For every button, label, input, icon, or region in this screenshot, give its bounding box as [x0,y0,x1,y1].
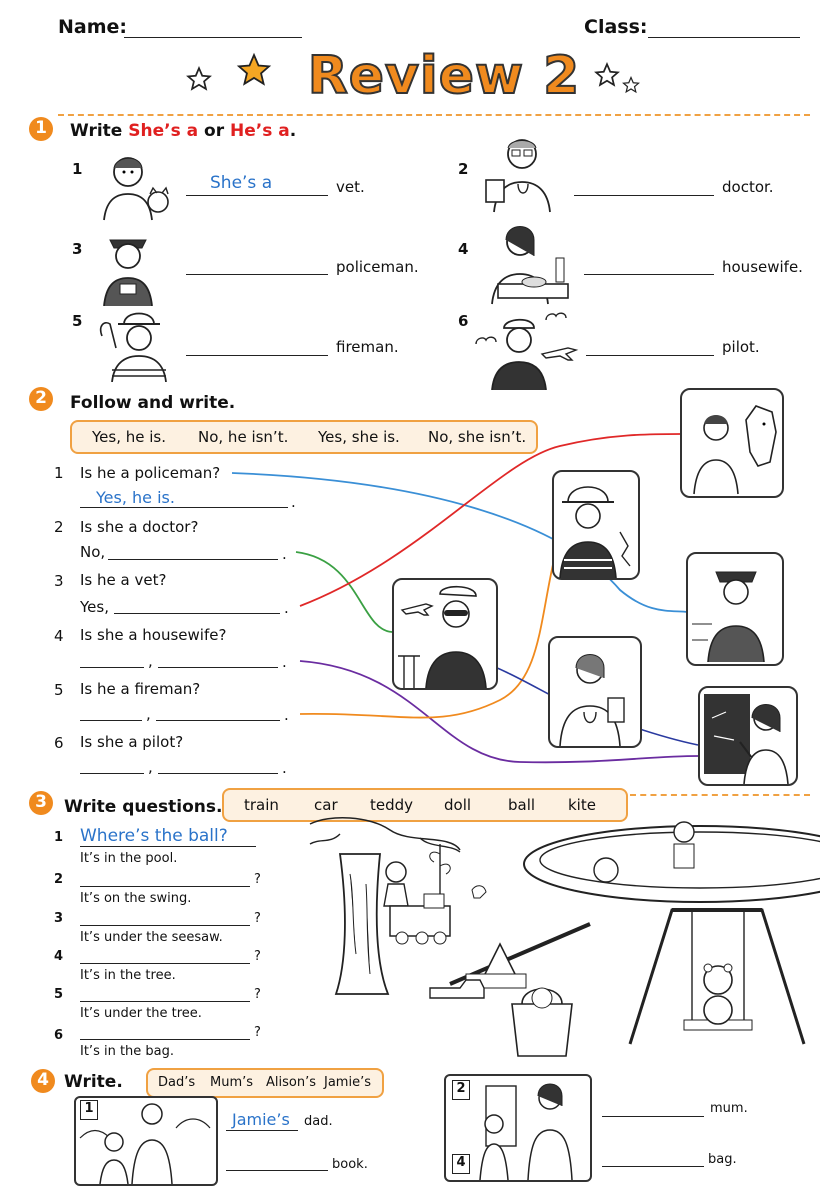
answer-sentence: It’s under the tree. [80,1006,202,1021]
word-bank [146,1068,384,1098]
word: Mum’s [210,1075,254,1090]
question-number: 2 [54,518,64,536]
word: doll [444,796,472,814]
answer-blank[interactable] [226,1170,328,1171]
question-answer: Where’s the ball? [80,826,228,846]
item-number: 1 [54,830,64,845]
policeman-picture [686,552,784,666]
answer-blank[interactable] [602,1166,704,1167]
question-number: 4 [54,627,64,645]
period: . [284,599,289,617]
answer-sentence: It’s in the bag. [80,1044,175,1059]
teacher-picture [698,686,798,786]
option: No, he isn’t. [198,428,289,446]
picture-number: 1 [80,1100,98,1120]
word: teddy [370,796,414,814]
item-number: 4 [458,240,469,258]
word: Jamie’s [324,1075,371,1090]
period: . [291,493,296,511]
title-option-1: She’s a [128,121,199,141]
answer-text: She’s a [210,173,273,193]
section4-title: Write. [64,1072,123,1092]
title-prefix: Write [70,121,123,141]
answer-blank[interactable] [80,1001,250,1002]
question-number: 6 [54,734,64,752]
comma: , [148,652,153,670]
item-number: 2 [54,872,64,887]
noun-word: bag. [708,1152,737,1167]
picture-number: 2 [452,1080,470,1100]
page-title: Review 2 [307,46,581,106]
question-text: Is he a fireman? [80,680,201,698]
noun-word: mum. [710,1101,748,1116]
section-number: 4 [37,1070,49,1090]
job-word: vet. [336,178,365,196]
answer-blank[interactable] [80,925,250,926]
item-number: 4 [54,949,64,964]
option: No, she isn’t. [428,428,527,446]
job-word: doctor. [722,178,774,196]
answer-text: Jamie’s [232,1110,290,1129]
option: Yes, she is. [318,428,400,446]
answer-sentence: It’s under the seesaw. [80,930,223,945]
item-number: 1 [72,160,83,178]
item-number: 2 [458,160,469,178]
section3-title: Write questions. [64,797,223,817]
period: . [282,759,287,777]
question-mark: ? [254,911,261,926]
question-text: Is she a pilot? [80,733,184,751]
answer-prefix: No, [80,543,106,561]
answer-blank[interactable] [226,1130,298,1131]
question-number: 1 [54,464,64,482]
answer-blank[interactable] [80,1039,250,1040]
doctor-picture [548,636,642,748]
noun-word: book. [332,1157,368,1172]
item-number: 3 [72,240,83,258]
item-number: 6 [458,312,469,330]
job-word: policeman. [336,258,419,276]
period: . [282,653,287,671]
pilot-picture [392,578,498,690]
answer-sentence: It’s in the pool. [80,851,178,866]
question-number: 3 [54,572,64,590]
section-number: 1 [35,118,47,138]
period: . [282,545,287,563]
playground-picture [300,814,820,1064]
question-number: 5 [54,681,64,699]
question-text: Is he a vet? [80,571,167,589]
question-text: Is she a housewife? [80,626,227,644]
divider [630,794,810,796]
question-text: Is she a doctor? [80,518,199,536]
answer-blank[interactable] [602,1116,704,1117]
item-number: 5 [72,312,83,330]
word: car [314,796,338,814]
job-word: pilot. [722,338,760,356]
answer-sentence: It’s on the swing. [80,891,192,906]
fireman-picture [552,470,640,580]
section2-title: Follow and write. [70,393,236,413]
item-number: 5 [54,987,64,1002]
word: train [244,796,279,814]
title-option-2: He’s a [230,121,290,141]
period: . [284,706,289,724]
title-end: . [289,121,297,141]
noun-word: dad. [304,1114,333,1129]
name-label: Name: [58,16,128,38]
job-word: fireman. [336,338,399,356]
word: kite [568,796,596,814]
word: ball [508,796,536,814]
item-number: 3 [54,911,64,926]
comma: , [148,758,153,776]
vet-with-horse-picture [680,388,784,498]
job-word: housewife. [722,258,803,276]
word: Dad’s [158,1075,196,1090]
answer-blank[interactable] [80,846,256,847]
answer-text: Yes, he is. [96,488,175,507]
answer-blank[interactable] [80,886,250,887]
picture-number: 4 [452,1154,470,1174]
answer-sentence: It’s in the tree. [80,968,176,983]
word: Alison’s [266,1075,316,1090]
question-mark: ? [254,1025,261,1040]
question-text: Is he a policeman? [80,464,221,482]
answer-blank[interactable] [80,963,250,964]
title-mid: or [204,121,225,141]
item-number: 6 [54,1028,64,1043]
option: Yes, he is. [92,428,167,446]
section-number: 2 [35,388,47,408]
comma: , [146,705,151,723]
question-mark: ? [254,949,261,964]
question-mark: ? [254,872,261,887]
class-label: Class: [584,16,648,38]
answer-prefix: Yes, [80,598,109,616]
section-number: 3 [35,792,47,812]
question-mark: ? [254,987,261,1002]
